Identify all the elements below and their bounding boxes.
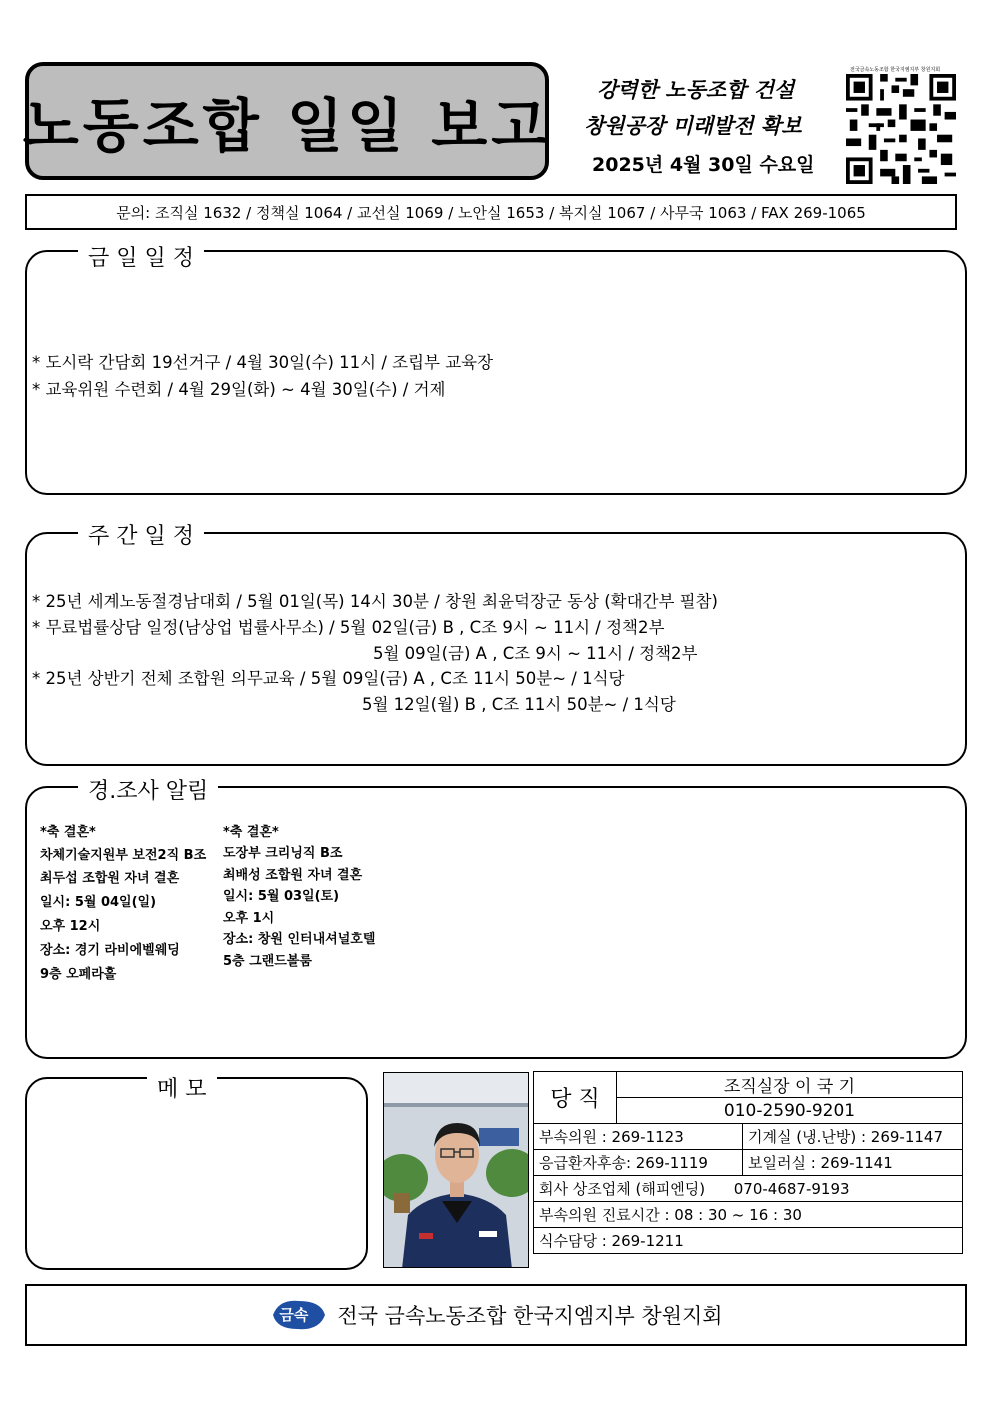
event-card2-line: 도장부 크리닝직 B조	[223, 846, 343, 861]
person-photo-icon	[384, 1073, 529, 1268]
clinic-hours: 부속의원 진료시간 : 08 : 30 ~ 16 : 30	[534, 1202, 963, 1228]
contact-bar: 문의: 조직실 1632 / 정책실 1064 / 교선실 1069 / 노안실 1653 / 복지실 1067 / 사무국 1063 / FAX 269-1065	[25, 194, 957, 230]
footer	[25, 1284, 967, 1346]
weekly-item: * 25년 세계노동절경남대회 / 5월 01일(목) 14시 30분 / 창원 최윤덕장군 동상 (확대간부 필참)	[32, 592, 718, 611]
today-schedule-heading: 금 일 일 정	[78, 241, 204, 272]
slogan-line1: 강력한 노동조합 건설	[597, 78, 795, 102]
memo-heading: 메 모	[147, 1072, 217, 1103]
event-card1-line: 오후 12시	[40, 919, 101, 934]
meal-contact: 식수담당 : 269-1211	[534, 1228, 963, 1254]
event-card2-line: 5층 그랜드볼룸	[223, 954, 312, 969]
qr-caption: 전국금속노동조합 한국지엠지부 창원지회	[850, 67, 941, 73]
memo-panel	[25, 1077, 368, 1270]
event-card1-line: 일시: 5월 04일(일)	[40, 895, 157, 910]
event-card2-line: 일시: 5월 03일(토)	[223, 889, 340, 904]
event-card1-line: 최두섭 조합원 자녀 결혼	[40, 871, 180, 886]
events-panel	[25, 786, 967, 1059]
machine-room-phone: 기계실 (냉.난방) : 269-1147	[743, 1124, 963, 1150]
org-name: 전국 금속노동조합 한국지엠지부 창원지회	[337, 1304, 723, 1328]
slogan-line2: 창원공장 미래발전 확보	[584, 114, 802, 138]
event-card1-line: 9층 오페라홀	[40, 967, 117, 982]
events-heading: 경.조사 알림	[78, 774, 218, 805]
today-item: * 도시락 간담회 19선거구 / 4월 30일(수) 11시 / 조립부 교육장	[32, 353, 494, 372]
weekly-item: 5월 12일(월) B , C조 11시 50분~ / 1식당	[362, 695, 676, 714]
report-date: 2025년 4월 30일 수요일	[592, 154, 815, 176]
event-card2-line: *축 결혼*	[223, 825, 279, 840]
weekly-item: * 25년 상반기 전체 조합원 의무교육 / 5월 09일(금) A , C조 11시 50분~ / 1식당	[32, 669, 625, 688]
weekly-schedule-heading: 주 간 일 정	[78, 519, 204, 550]
event-card1-line: 차체기술지원부 보전2직 B조	[40, 848, 207, 863]
weekly-item: 5월 09일(금) A , C조 9시 ~ 11시 / 정책2부	[373, 644, 698, 663]
page-title: 노동조합 일일 보고	[22, 92, 552, 160]
union-logo-text: 금속	[279, 1306, 309, 1324]
duty-label: 당 직	[534, 1072, 617, 1124]
emergency-transport-phone: 응급환자후송: 269-1119	[534, 1150, 743, 1176]
event-card2-line: 오후 1시	[223, 911, 275, 926]
funeral-partner: 회사 상조업체 (해피엔딩) 070-4687-9193	[534, 1176, 963, 1202]
today-item: * 교육위원 수련회 / 4월 29일(화) ~ 4월 30일(수) / 거제	[32, 380, 446, 399]
event-card2-line: 장소: 창원 인터내셔널호텔	[223, 932, 376, 947]
duty-table	[533, 1071, 963, 1254]
duty-phone: 010-2590-9201	[617, 1098, 963, 1124]
qr-code-icon	[846, 74, 956, 184]
event-card2-line: 최배성 조합원 자녀 결혼	[223, 868, 363, 883]
boiler-room-phone: 보일러실 : 269-1141	[743, 1150, 963, 1176]
duty-photo	[383, 1072, 529, 1268]
union-logo	[269, 1297, 327, 1333]
duty-officer-name: 조직실장 이 국 기	[617, 1072, 963, 1098]
weekly-item: * 무료법률상담 일정(남상업 법률사무소) / 5월 02일(금) B , C조 9시 ~ 11시 / 정책2부	[32, 618, 665, 637]
event-card1-line: *축 결혼*	[40, 825, 96, 840]
event-card1-line: 장소: 경기 라비에벨웨딩	[40, 943, 180, 958]
qr-code	[842, 66, 957, 184]
clinic-phone: 부속의원 : 269-1123	[534, 1124, 743, 1150]
